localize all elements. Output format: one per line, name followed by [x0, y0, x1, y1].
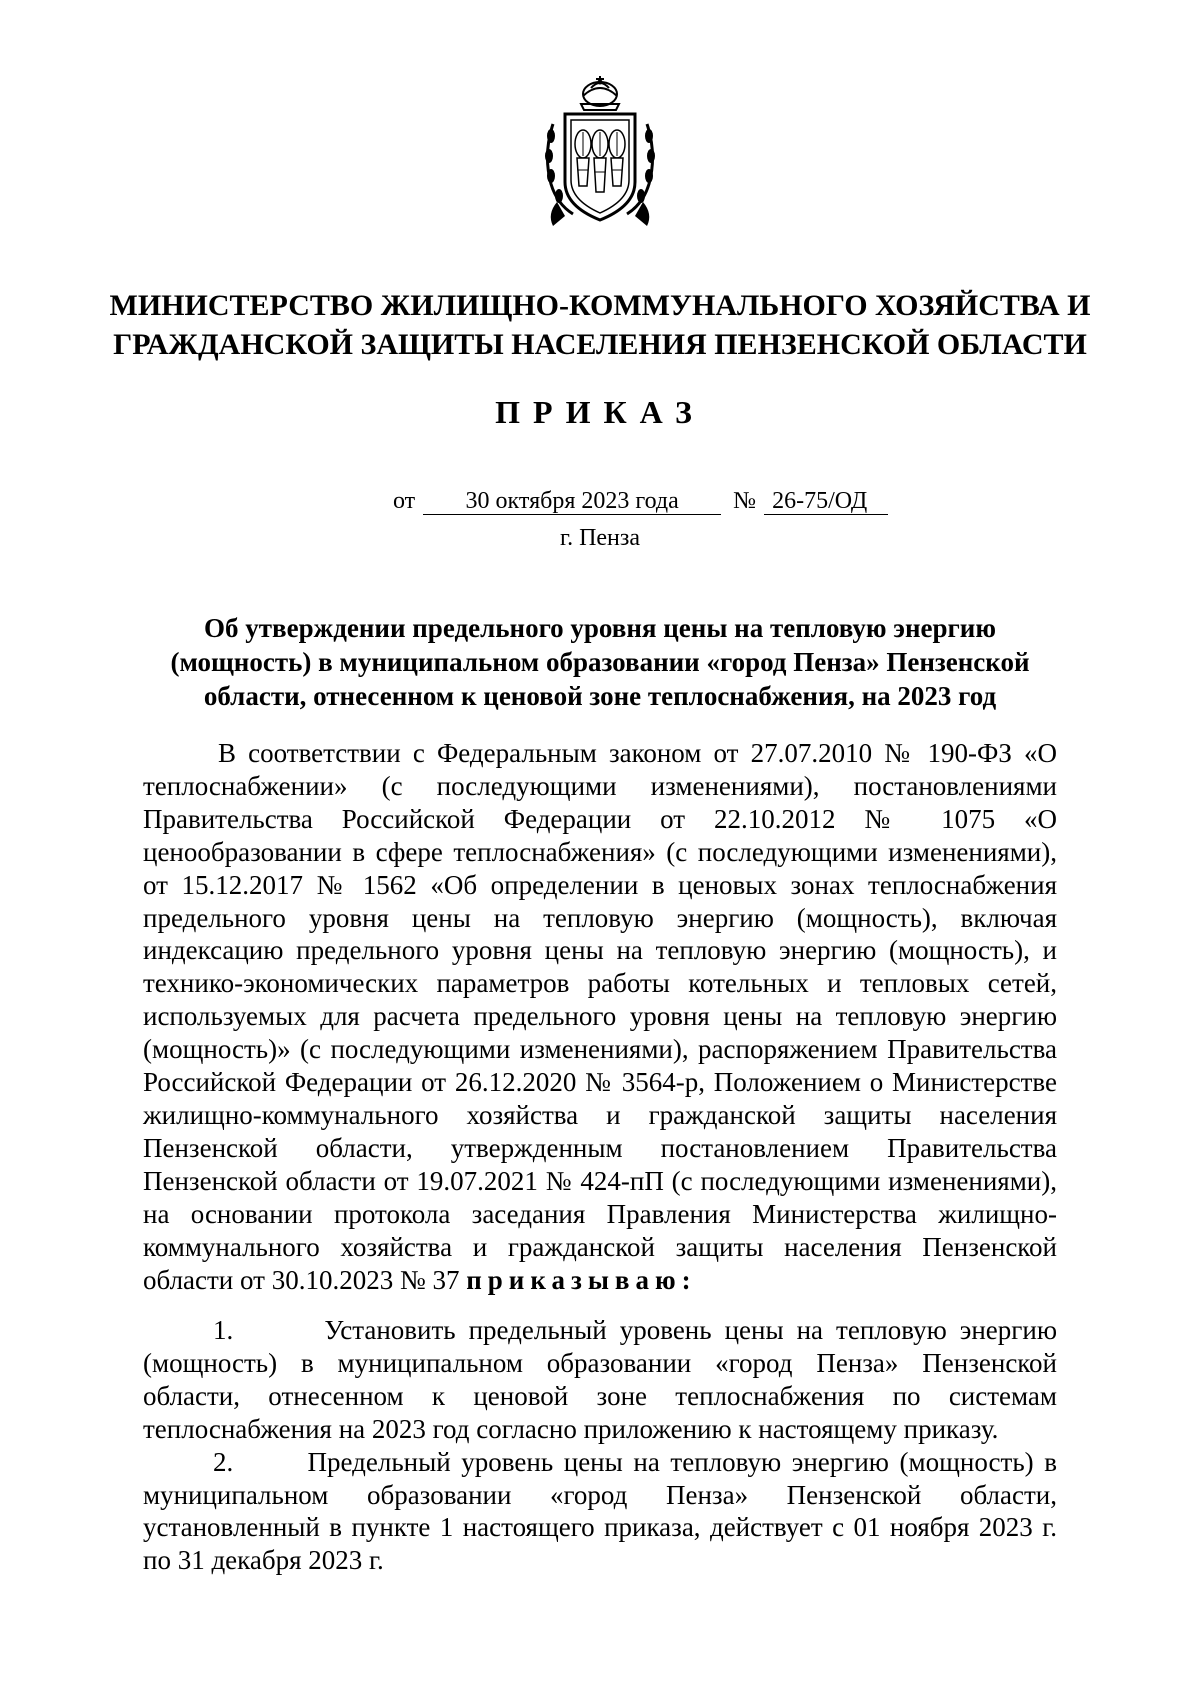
- from-label: от: [393, 488, 416, 514]
- preamble-paragraph: [143, 737, 1057, 1296]
- order-items: [143, 1314, 1057, 1577]
- city: г. Пенза: [559, 525, 641, 551]
- item-text: Предельный уровень цены на тепловую энергию (мощность) в муниципальном образовании «город Пенза» Пензенской области, установленный в пункте 1 настоящего приказа, действует с 01 ноября 2023 г. по 31 декабря 2023 г.: [143, 1446, 1057, 1576]
- item-text: Установить предельный уровень цены на тепловую энергию (мощность) в муниципальном образовании «город Пенза» Пензенской области, отнесенном к ценовой зоне теплоснабжения по системам теплоснабжения на 2023 год согласно приложению к настоящему приказу.: [143, 1315, 1057, 1444]
- coat-of-arms-icon: [543, 74, 657, 238]
- ministry-name-line-1: МИНИСТЕРСТВО ЖИЛИЩНО-КОММУНАЛЬНОГО ХОЗЯЙСТВА И: [109, 289, 1091, 322]
- order-date: 30 октября 2023 года: [423, 488, 721, 515]
- order-number: 26-75/ОД: [764, 488, 888, 515]
- number-sign: №: [733, 488, 757, 514]
- order-subject: Об утверждении предельного уровня цены на тепловую энергию (мощность) в муниципальном образовании «город Пенза» Пензенской области, отнесенном к ценовой зоне теплоснабжения, на 2023 год: [170, 613, 1030, 711]
- item-number: 1.: [213, 1315, 234, 1345]
- preamble-text: В соответствии с Федеральным законом от 27.07.2010 № 190-ФЗ «О теплоснабжении» (с последующими изменениями), постановлениями Правительства Российской Федерации от 22.10.2012 № 1075 «О ценообразовании в сфере теплоснабжения» (с последующими изменениями), от 15.12.2017 № 1562 «Об определении в ценовых зонах теплоснабжения предельного уровня цены на тепловую энергию (мощность), включая индексацию предельного уровня цены на тепловую энергию (мощность), и технико-экономических параметров работы котельных и тепловых сетей, используемых для расчета предельного уровня цены на тепловую энергию (мощность)» (с последующими изменениями), распоряжением Правительства Российской Федерации от 26.12.2020 № 3564-р, Положением о Министерстве жилищно-коммунального хозяйства и гражданской защиты населения Пензенской области, утвержденным постановлением Правительства Пензенской области от 19.07.2021 № 424-пП (с последующими изменениями), на основании протокола заседания Правления Министерства жилищно-коммунального хозяйства и гражданской защиты населения Пензенской области от 30.10.2023 № 37: [143, 738, 1057, 1295]
- date-number-line: [393, 486, 888, 516]
- item-number: 2.: [213, 1446, 234, 1477]
- ministry-name-line-2: ГРАЖДАНСКОЙ ЗАЩИТЫ НАСЕЛЕНИЯ ПЕНЗЕНСКОЙ ОБЛАСТИ: [113, 328, 1087, 361]
- order-title: ПРИКАЗ: [495, 394, 705, 430]
- order-item: [143, 1314, 1057, 1446]
- directive-word: приказываю:: [466, 1264, 697, 1295]
- order-item: [143, 1446, 1057, 1578]
- ministry-name: [100, 286, 1100, 364]
